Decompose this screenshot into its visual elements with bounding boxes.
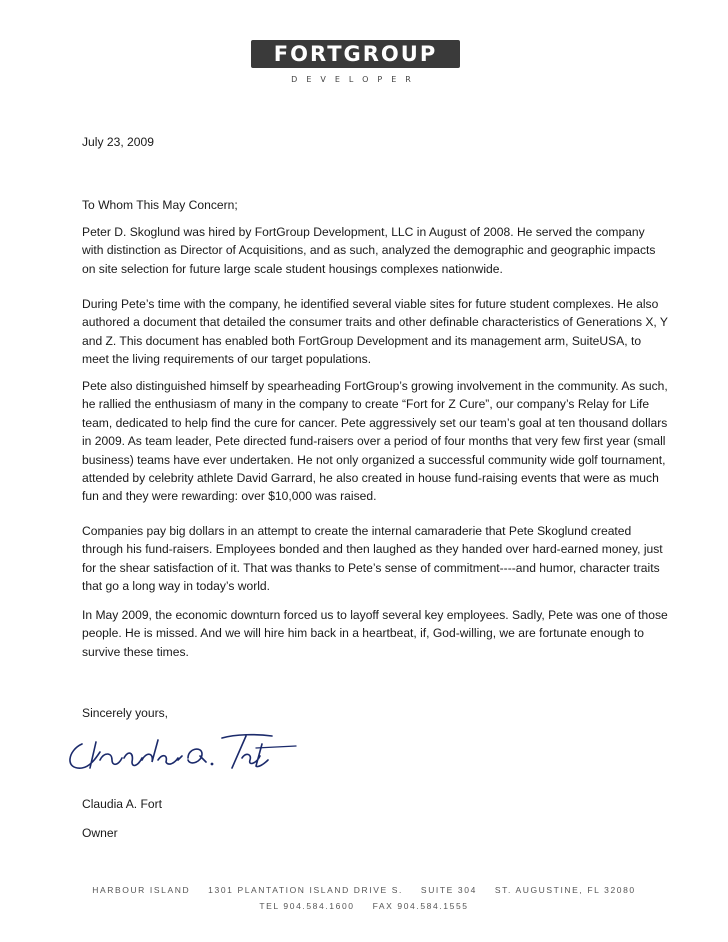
company-logo <box>251 40 460 68</box>
footer-location: HARBOUR ISLAND <box>92 885 191 895</box>
footer-contact <box>0 901 728 911</box>
footer-suite: SUITE 304 <box>420 885 477 895</box>
logo-text: FORTGROUP <box>273 42 438 66</box>
footer-address <box>0 885 728 895</box>
logo-subtitle: DEVELOPER <box>291 75 420 84</box>
signer-title: Owner <box>82 826 118 840</box>
footer-street: 1301 PLANTATION ISLAND DRIVE S. <box>208 885 403 895</box>
footer-fax: FAX 904.584.1555 <box>372 901 469 911</box>
paragraph: Peter D. Skoglund was hired by FortGroup Development, LLC in August of 2008. He served the company with distinction as Director of Acquisitions, and as such, analyzed the demographic and geographic impacts on site selection for future large scale student housings complexes nationwide. <box>82 225 656 276</box>
closing: Sincerely yours, <box>82 706 169 720</box>
handwritten-signature <box>60 722 300 780</box>
signer-name: Claudia A. Fort <box>82 797 162 811</box>
letter-date: July 23, 2009 <box>82 135 154 149</box>
paragraph: Companies pay big dollars in an attempt to create the internal camaraderie that Pete Skoglund created through his fund-raisers. Employees bonded and then laughed as they handed over hard-earned money, just for the shear satisfaction of it. That was thanks to Pete’s sense of commitment----and humor, character traits that go a long way in today’s world. <box>82 524 663 594</box>
paragraph: Pete also distinguished himself by spearheading FortGroup’s growing involvement in the community. As such, he rallied the enthusiasm of many in the company to create “Fort for Z Cure”, our company’s Relay for Life team, dedicated to help find the cure for cancer. Pete aggressively set our team’s goal at ten thousand dollars in 2009. As team leader, Pete directed fund-raisers over a period of four months that very few first year (small business) teams have ever undertaken. He not only organized a successful community wide golf tournament, attended by celebrity athlete David Garrard, he also created in house fund-raising events that were as much fun and they were rewarding: over $10,000 was raised. <box>82 379 668 504</box>
footer-city: ST. AUGUSTINE, FL 32080 <box>494 885 636 895</box>
paragraph: During Pete’s time with the company, he identified several viable sites for future student complexes. He also authored a document that detailed the consumer traits and other definable characteristics of Generations X, Y and Z. This document has enabled both FortGroup Development and its management arm, SuiteUSA, to meet the living requirements of our target populations. <box>82 297 668 367</box>
paragraph: In May 2009, the economic downturn forced us to layoff several key employees. Sadly, Pete was one of those people. He is missed. And we will hire him back in a heartbeat, if, God-willing, we are fortunate enough to survive these times. <box>82 608 668 659</box>
salutation: To Whom This May Concern; <box>82 198 238 212</box>
footer-tel: TEL 904.584.1600 <box>259 901 355 911</box>
